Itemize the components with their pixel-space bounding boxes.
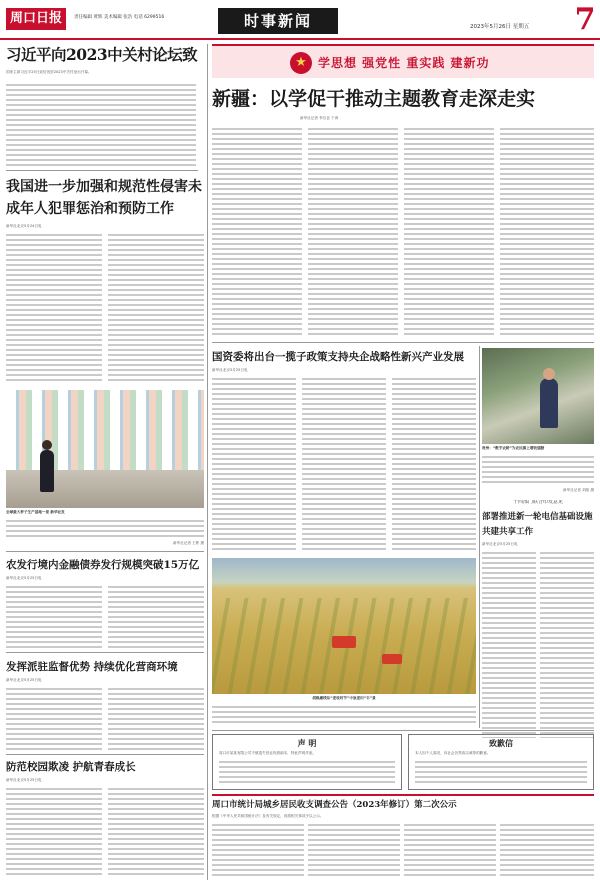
cups-caption: 全球最大杯子生产基地一景 新华社发 [6,510,65,514]
bonds-body-col2 [108,586,204,648]
sasac-body-col3 [392,378,476,552]
masthead-info: 责任编辑 黄辉 美术编辑 张浩 电话 6299516 [74,15,165,20]
court-body-col2 [108,234,204,384]
court-body-col1 [6,234,102,384]
bottom-notice-col2 [308,824,400,878]
campus-headline: 防范校园欺凌 护航青春成长 [6,761,136,773]
court-headline: 我国进一步加强和规范性侵害未成年人犯罪惩治和预防工作 [6,179,202,217]
campus-body-col2 [108,788,204,878]
supervision-body-col2 [108,688,204,750]
bottom-notice-col1 [212,824,304,878]
sasac-body-col2 [302,378,386,552]
bottom-notice-text: 根据《中华人民共和国统计法》及有关规定，现将相关事项予以公示。 [212,814,324,818]
sasac-body-col1 [212,378,296,552]
section-banner: 时事新闻 [218,8,338,34]
notice2-text: 本人因个人原因，向社会各界致以诚挚的歉意。 [415,751,491,755]
ministries-headline: 部署推进新一轮电信基础设施共建共享工作 [482,512,593,537]
supervision-headline: 发挥派驻监督优势 持续优化营商环境 [6,661,178,673]
newspaper-logo: 周口日报 [6,8,66,30]
notice-box-1 [212,734,402,790]
slogan-bar [212,44,594,78]
xi-headline: 习近平向2023中关村论坛致 [6,45,198,64]
woman-figure [40,450,54,492]
cups-caption-body [6,520,204,540]
notice2-body [415,761,587,785]
harvester-icon-2 [382,654,402,664]
cups-photo [6,390,204,508]
bottom-notice-col4 [500,824,594,878]
bonds-headline: 农发行境内金融债券发行规模突破15万亿 [6,559,200,571]
bonds-body-col1 [6,586,102,648]
notice1-body [219,761,395,785]
notice1-title: 声 明 [297,738,317,748]
farming-caption-body [482,456,594,486]
xi-body [6,84,196,166]
xinjiang-body-col4 [500,128,594,338]
bottom-notice-col3 [404,824,496,878]
farming-credit: 新华社记者 刘续 摄 [562,488,594,492]
farming-caption: 贵州：“数字农耕”为农民插上增收翅膀 [482,446,545,450]
wheat-photo [212,558,476,694]
sasac-byline: 新华社北京5月25日电 [212,368,248,372]
xinjiang-body-col3 [404,128,494,338]
wheat-caption: 胡焕庸线东“麦收时节”中原麦田“丰”景 [312,696,376,700]
supervision-byline: 新华社北京5月25日电 [6,678,42,682]
campus-byline: 新华社北京5月25日电 [6,778,42,782]
floor [6,470,204,508]
xinjiang-body-col2 [308,128,398,338]
person-silhouette [540,378,558,428]
ministries-kicker: 十四部门联合印发意见 [512,500,563,505]
party-emblem-icon: ★ [290,52,312,74]
xinjiang-byline: 新华社记者 李自良 于涛 [300,116,339,120]
woman-head [42,440,52,450]
issue-date: 2023年5月26日 星期五 [470,24,530,30]
ministries-body-col2 [540,552,594,738]
bonds-byline: 新华社北京5月25日电 [6,576,42,580]
supervision-body-col1 [6,688,102,750]
notice2-title: 致歉信 [489,738,513,748]
harvester-icon [332,636,356,648]
person-head [543,368,555,380]
campus-body-col1 [6,788,102,878]
bottom-notice-headline: 周口市统计局城乡居民收支调查公告（2023年修订）第二次公示 [212,800,457,810]
notice-box-2 [408,734,594,790]
cups-credit: 新华社记者 王彬 摄 [172,541,204,545]
xinjiang-headline: 新疆：以学促干推动主题教育走深走实 [212,88,536,110]
farming-photo [482,348,594,444]
masthead [0,0,600,40]
xinjiang-body-col1 [212,128,302,338]
ministries-byline: 新华社北京5月25日电 [482,542,518,546]
sasac-headline: 国资委将出台一揽子政策支持央企战略性新兴产业发展 [212,351,464,363]
page-number: 7 [574,2,596,37]
slogan-text: 学思想 强党性 重实践 建新功 [318,56,490,70]
ministries-body-col1 [482,552,536,738]
notice1-text: 周口市某某有限公司不慎遗失营业执照副本，特此声明作废。 [219,751,317,755]
wheat-caption-body [212,706,476,724]
court-byline: 新华社北京5月24日电 [6,224,42,228]
xi-lead: 国家主席习近平25日致信祝贺2023中关村论坛开幕。 [6,70,92,74]
shelf-wall [6,390,204,470]
